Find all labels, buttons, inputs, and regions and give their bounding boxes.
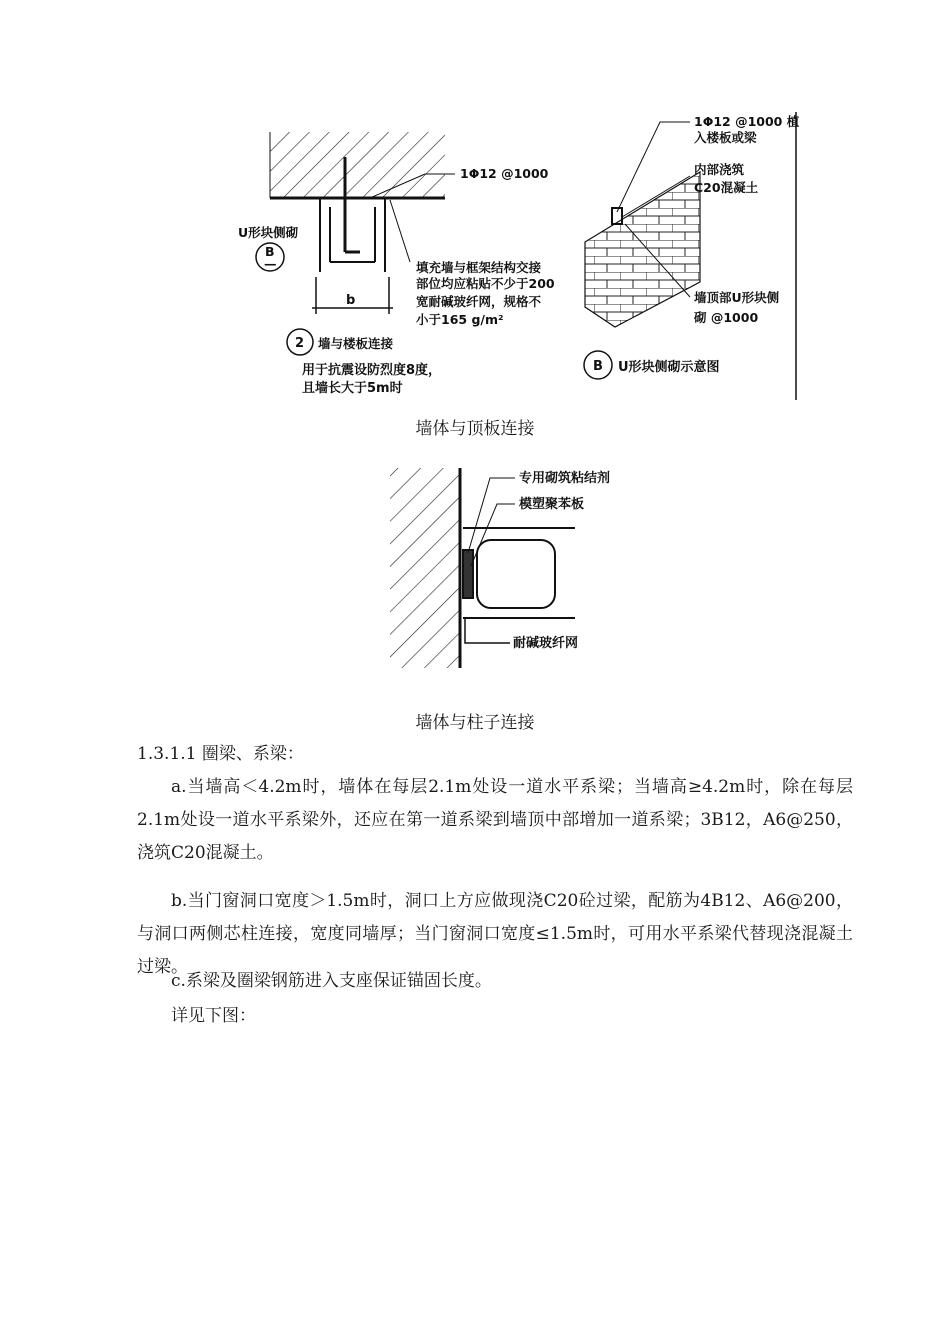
svg-text:小于165 g/m²: 小于165 g/m² xyxy=(416,312,504,327)
svg-text:填充墙与框架结构交接: 填充墙与框架结构交接 xyxy=(416,260,542,275)
paragraph-a: a.当墙高＜4.2m时，墙体在每层2.1m处设一道水平系梁；当墙高≥4.2m时，除在每层2.1m处设一道水平系梁外，还应在第一道系梁到墙顶中部增加一道系梁；3B12，A6@250，浇筑C20混凝土。 xyxy=(137,777,853,863)
dimension-label: b xyxy=(346,293,356,308)
seismic-line-1: 用于抗震设防烈度8度， xyxy=(302,363,442,378)
figure2-caption: 墙体与柱子连接 xyxy=(415,713,535,733)
side-label-1: 墙顶部U形块侧 xyxy=(694,290,780,305)
detail-b-letter-right: B xyxy=(593,359,603,374)
paragraph-b: b.当门窗洞口宽度＞1.5m时，洞口上方应做现浇C20砼过梁，配筋为4B12、A6@200，与洞口两侧芯柱连接，宽度同墙厚；当门窗洞口宽度≤1.5m时，可用水平系梁代替现浇混凝土过梁。 xyxy=(137,891,853,977)
note-lines xyxy=(416,260,555,327)
rebar-label-right-2: 入楼板或梁 xyxy=(694,130,757,145)
detail-b-letter-left: B xyxy=(265,244,275,259)
fill-label-2: C20混凝土 xyxy=(694,180,759,195)
paragraph-c: c.系梁及圈梁钢筋进入支座保证锚固长度。 xyxy=(171,971,492,991)
label-eps-board: 模塑聚苯板 xyxy=(519,497,585,512)
block-profile xyxy=(463,528,575,618)
rebar-label-right-1: 1Φ12 @1000 植 xyxy=(694,114,800,129)
u-block-label: U形块侧砌 xyxy=(238,225,299,240)
label-adhesive: 专用砌筑粘结剂 xyxy=(519,471,611,486)
detail-b-sub-left: — xyxy=(264,256,277,271)
detail-2-title: 墙与楼板连接 xyxy=(318,336,394,351)
figure-wall-column-connection xyxy=(385,458,665,672)
detail-2-num: 2 xyxy=(295,336,305,351)
section-heading: 1.3.1.1 圈梁、系梁： xyxy=(137,744,304,764)
svg-text:宽耐碱玻纤网，规格不: 宽耐碱玻纤网，规格不 xyxy=(416,294,542,309)
rebar-label-left: 1Φ12 @1000 xyxy=(460,166,549,181)
slab-hatch xyxy=(270,132,445,198)
see-below: 详见下图： xyxy=(171,1006,256,1026)
label-mesh: 耐碱玻纤网 xyxy=(513,636,579,651)
figure-wall-slab-connection xyxy=(230,112,800,400)
fill-label-1: 内部浇筑 xyxy=(694,162,745,177)
brick-wall-iso xyxy=(585,172,700,327)
column-hatch xyxy=(390,468,460,668)
svg-text:部位均应粘贴不少于200: 部位均应粘贴不少于200 xyxy=(416,276,555,291)
figure1-caption: 墙体与顶板连接 xyxy=(415,419,535,439)
detail-b-title-right: U形块侧砌示意图 xyxy=(618,360,720,375)
side-label-2: 砌 @1000 xyxy=(694,310,759,325)
seismic-line-2: 且墙长大于5m时 xyxy=(302,381,403,396)
